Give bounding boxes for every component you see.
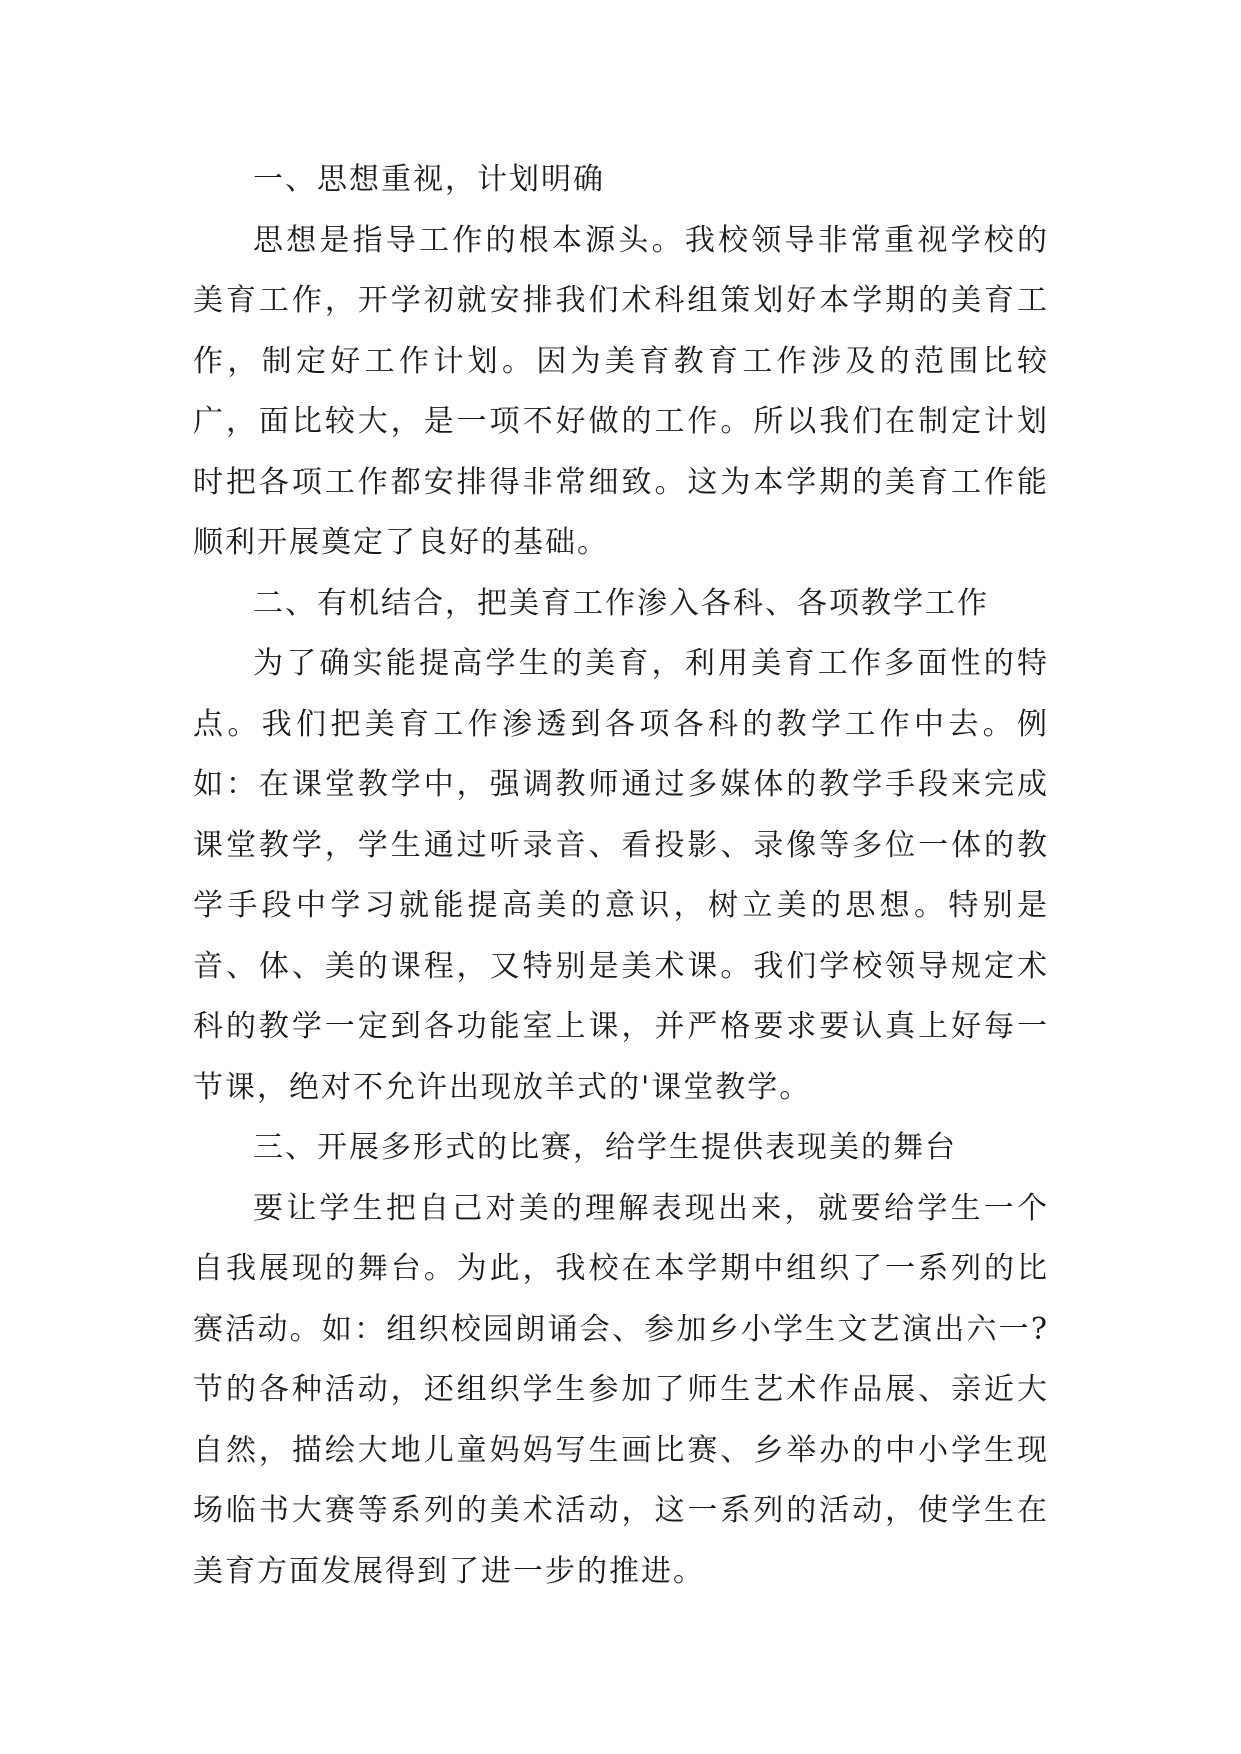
paragraph-1: 思想是指导工作的根本源头。我校领导非常重视学校的美育工作，开学初就安排我们术科组策划好本学期的美育工作，制定好工作计划。因为美育教育工作涉及的范围比较广，面比较大，是一项不好做的工作。所以我们在制定计划时把各项工作都安排得非常细致。这为本学期的美育工作能顺利开展奠定了良好的基础。 xyxy=(193,222,1049,560)
section-heading-2: 二、有机结合，把美育工作渗入各科、各项教学工作 xyxy=(253,585,989,621)
section-heading-3: 三、开展多形式的比赛，给学生提供表现美的舞台 xyxy=(253,1130,957,1165)
paragraph-2: 为了确实能提高学生的美育，利用美育工作多面性的特点。我们把美育工作渗透到各项各科的教学工作中去。例如：在课堂教学中，强调教师通过多媒体的教学手段来完成课堂教学，学生通过听录音、看投影、录像等多位一体的教学手段中学习就能提高美的意识，树立美的思想。特别是音、体、美的课程，又特别是美术课。我们学校领导规定术科的教学一定到各功能室上课，并严格要求要认真上好每一节课，绝对不允许出现放羊式的'课堂教学。 xyxy=(193,646,1049,1105)
section-heading-1: 一、思想重视，计划明确 xyxy=(253,162,605,197)
document-body xyxy=(193,150,1049,1602)
paragraph-3: 要让学生把自己对美的理解表现出来，就要给学生一个自我展现的舞台。为此，我校在本学期中组织了一系列的比赛活动。如：组织校园朗诵会、参加乡小学生文艺演出六一?节的各种活动，还组织学生参加了师生艺术作品展、亲近大自然，描绘大地儿童妈妈写生画比赛、乡举办的中小学生现场临书大赛等系列的美术活动，这一系列的活动，使学生在美育方面发展得到了进一步的推进。 xyxy=(193,1190,1049,1589)
